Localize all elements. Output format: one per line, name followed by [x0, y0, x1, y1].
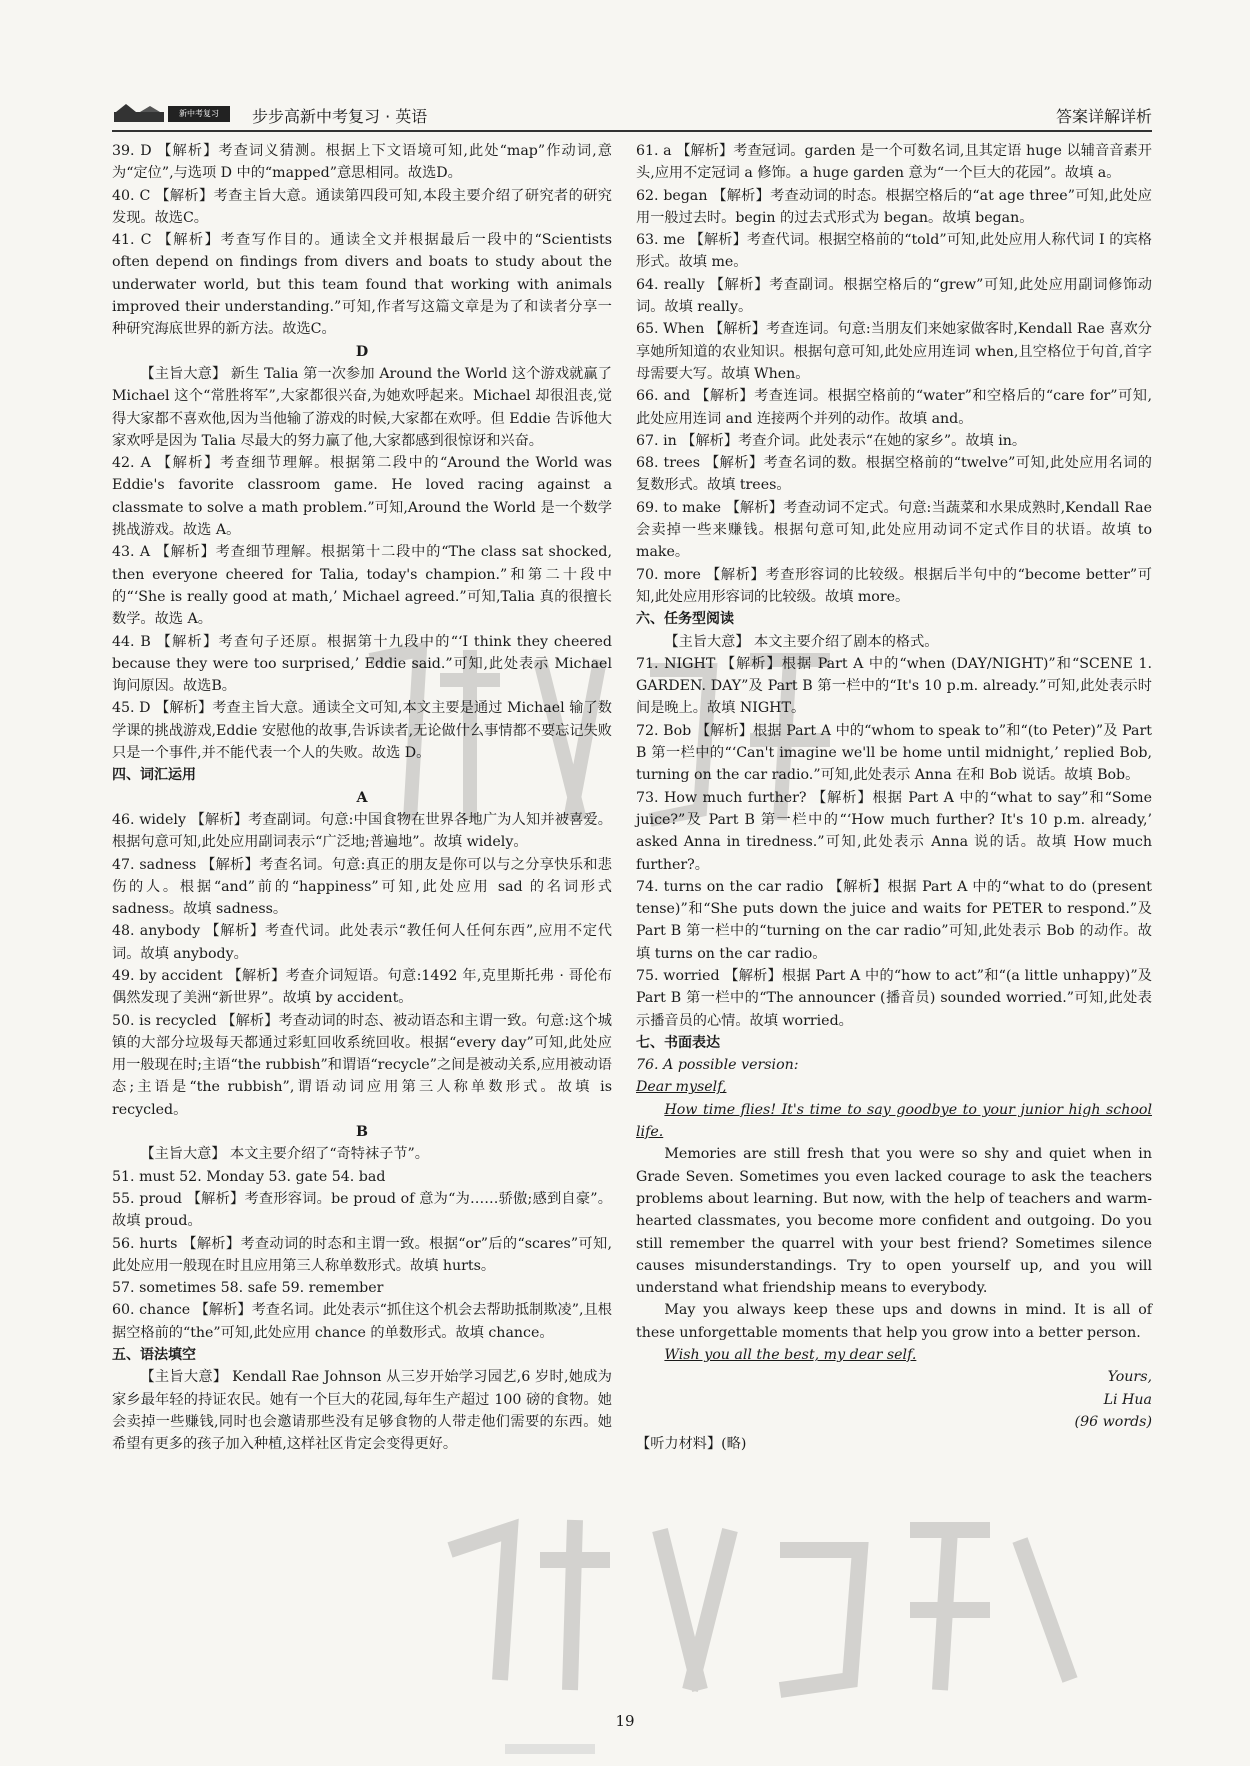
answer-50: 50. is recycled 【解析】考查动词的时态、被动语态和主谓一致。句意:这个城镇的大部分垃圾每天都通过彩虹回收系统回收。根据“every day”可知,此处应用一般现在时;主语“the rubbish”和谓语“recycle”之间是被动关系,应用被动语态;主语是“the rubbish”,谓语动词应用第三人称单数形式。故填 is recycled。	[112, 1012, 612, 1118]
left-column	[112, 140, 612, 1456]
answer-76-label: 76. A possible version:	[636, 1057, 799, 1074]
answer-61: 61. a 【解析】考查冠词。garden 是一个可数名词,且其定语 huge 以辅音音素开头,应用不定冠词 a 修饰。a huge garden 意为“一个巨大的花园”。故填 a。	[636, 143, 1152, 182]
part-six-heading: 六、任务型阅读	[636, 611, 734, 628]
answer-65: 65. When 【解析】考查连词。句意:当朋友们来她家做客时,Kendall Rae 喜欢分享她所知道的农业知识。根据句意可知,此处应用连词 when,且空格位于句首,首字母需要大写。故填 When。	[636, 321, 1152, 382]
answer-46: 46. widely 【解析】考查副词。句意:中国食物在世界各地广为人知并被喜爱。根据句意可知,此处应用副词表示“广泛地;普遍地”。故填 widely。	[112, 811, 612, 851]
answer-49: 49. by accident 【解析】考查介词短语。句意:1492 年,克里斯托弗 · 哥伦布偶然发现了美洲“新世界”。故填 by accident。	[112, 967, 612, 1007]
answer-70: 70. more 【解析】考查形容词的比较级。根据后半句中的“become better”可知,此处应用形容词的比较级。故填 more。	[636, 566, 1152, 605]
letter-opening: How time flies! It's time to say goodbye to your junior high school life.	[636, 1101, 1152, 1141]
section-d-heading: D	[355, 343, 369, 360]
main-idea-b: 【主旨大意】 本文主要介绍了“奇特袜子节”。	[140, 1146, 429, 1163]
page-number: 19	[615, 1712, 635, 1730]
listening-material-note: 【听力材料】(略)	[636, 1436, 747, 1453]
letter-body-1: Memories are still fresh that you were so shy and quiet when in Grade Seven. Sometimes you even lacked courage to ask the teachers problems about learning. But now, with the help of teachers and warm-hearted classmates, you become more confident and outgoing. Do you still remember the quarrel with your best friend? Sometimes silence causes misunderstandings. Try to open yourself up, and you will understand what friendship means to everybody.	[636, 1146, 1152, 1297]
answer-55: 55. proud 【解析】考查形容词。be proud of 意为“为……骄傲;感到自豪”。故填 proud。	[112, 1190, 612, 1230]
answer-47: 47. sadness 【解析】考查名词。句意:真正的朋友是你可以与之分享快乐和悲伤的人。根据“and”前的“happiness”可知,此处应用 sad 的名词形式 sadness。故填 sadness。	[112, 856, 612, 918]
letter-signature: Li Hua	[1103, 1391, 1152, 1408]
section-b-heading: B	[356, 1124, 368, 1141]
answer-69: 69. to make 【解析】考查动词不定式。句意:当蔬菜和水果成熟时,Kendall Rae 会卖掉一些来赚钱。根据句意可知,此处应用动词不定式作目的状语。故填 to make。	[636, 499, 1152, 561]
part-five-heading: 五、语法填空	[112, 1347, 196, 1364]
answer-66: 66. and 【解析】考查连词。根据空格前的“water”和空格后的“care for”可知,此处应用连词 and 连接两个并列的动作。故填 and。	[636, 388, 1152, 427]
letter-salutation: Dear myself,	[636, 1079, 727, 1096]
answer-60: 60. chance 【解析】考查名词。此处表示“抓住这个机会去帮助抵制欺凌”,且根据空格前的“the”可知,此处应用 chance 的单数形式。故填 chance。	[112, 1302, 612, 1341]
answer-40: 40. C 【解析】考查主旨大意。通读第四段可知,本段主要介绍了研究者的研究发现。故选C。	[112, 187, 612, 226]
page-header	[112, 100, 1152, 132]
answer-68: 68. trees 【解析】考查名词的数。根据空格前的“twelve”可知,此处应用名词的复数形式。故填 trees。	[636, 455, 1152, 494]
answer-43: 43. A 【解析】考查细节理解。根据第十二段中的“The class sat shocked, then everyone cheered for Talia, today's champion.”和第二十段中的“‘She is really good at math,’ Michael agreed.”可知,Talia 真的很擅长数学。故选 A。	[112, 544, 612, 628]
answer-41: 41. C 【解析】考查写作目的。通读全文并根据最后一段中的“Scientists often depend on findings from divers and boats to study about the underwater world, but this team found that working with animals improved their understanding.”可知,作者写这篇文章是为了和读者分享一种研究海底世界的新方法。故选C。	[112, 232, 612, 338]
letter-body-2: May you always keep these ups and downs in mind. It is all of these unforgettable moments that help you grow into a better person.	[636, 1302, 1152, 1341]
letter-sign-off: Yours,	[1107, 1369, 1152, 1386]
main-idea-d: 【主旨大意】 新生 Talia 第一次参加 Around the World 这个游戏就赢了 Michael 这个“常胜将军”,大家都很兴奋,为她欢呼起来。Michael 却很沮丧,觉得大家都不喜欢他,因为当他输了游戏的时候,大家都在欢呼。但 Eddie 告诉他大家欢呼是因为 Talia 尽最大的努力赢了他,大家都感到很惊讶和兴奋。	[112, 365, 612, 449]
section-a-heading: A	[356, 789, 368, 806]
answer-73: 73. How much further? 【解析】根据 Part A 中的“what to say”和“Some juice?”及 Part B 第一栏中的“‘How much further? It's 10 p.m. already,’ asked Anna in tiredness.”可知,此处表示 Anna 说的话。故填 How much further?。	[636, 789, 1152, 873]
word-count: (96 words)	[1074, 1413, 1152, 1430]
publisher-logo	[112, 102, 232, 126]
answer-63: 63. me 【解析】考查代词。根据空格前的“told”可知,此处应用人称代词 I 的宾格形式。故填 me。	[636, 232, 1152, 271]
answer-62: 62. began 【解析】考查动词的时态。根据空格后的“at age three”可知,此处应用一般过去时。begin 的过去式形式为 began。故填 began。	[636, 187, 1152, 226]
answer-71: 71. NIGHT 【解析】根据 Part A 中的“when (DAY/NIGHT)”和“SCENE 1. GARDEN. DAY”及 Part B 第一栏中的“It's 10 p.m. already.”可知,此处表示时间是晚上。故填 NIGHT。	[636, 655, 1152, 717]
answer-56: 56. hurts 【解析】考查动词的时态和主谓一致。根据“or”后的“scares”可知,此处应用一般现在时且应用第三人称单数形式。故填 hurts。	[112, 1235, 612, 1274]
answer-74: 74. turns on the car radio 【解析】根据 Part A 中的“what to do (present tense)”和“She puts down the juice and waits for PETER to respond.”及 Part B 第一栏中的“turning on the car radio”可知,此处表示 Bob 的动作。故填 turns on the car radio。	[636, 878, 1152, 962]
logo-icon	[112, 102, 166, 126]
main-idea-grammar: 【主旨大意】 Kendall Rae Johnson 从三岁开始学习园艺,6 岁时,她成为家乡最年轻的持证农民。她有一个巨大的花园,每年生产超过 100 磅的食物。她会卖掉一些赚钱,同时也会邀请那些没有足够食物的人带走他们需要的东西。她希望有更多的孩子加入种植,这样社区肯定会变得更好。	[112, 1369, 612, 1453]
answer-48: 48. anybody 【解析】考查代词。此处表示“教任何人任何东西”,应用不定代词。故填 anybody。	[112, 923, 612, 962]
answer-72: 72. Bob 【解析】根据 Part A 中的“whom to speak to”和“(to Peter)”及 Part B 第一栏中的“‘Can't imagine we'll be home until midnight,’ replied Bob, turning on the car radio.”可知,此处表示 Anna 在和 Bob 说话。故填 Bob。	[636, 722, 1152, 784]
answer-44: 44. B 【解析】考查句子还原。根据第十九段中的“‘I think they cheered because they were too surprised,’ Eddie said.”可知,此处表示 Michael 询问原因。故选B。	[112, 633, 612, 695]
book-title: 步步高新中考复习 · 英语	[252, 107, 428, 126]
answer-45: 45. D 【解析】考查主旨大意。通读全文可知,本文主要是通过 Michael 输了数学课的挑战游戏,Eddie 安慰他的故事,告诉读者,无论做什么事情都不要忘记失败只是一个事件,并不能代表一个人的失败。故选 D。	[112, 700, 612, 762]
answer-57-59: 57. sometimes 58. safe 59. remember	[112, 1280, 384, 1297]
answer-51-54: 51. must 52. Monday 53. gate 54. bad	[112, 1168, 386, 1185]
answer-67: 67. in 【解析】考查介词。此处表示“在她的家乡”。故填 in。	[636, 432, 1027, 449]
logo-badge: 新中考复习	[168, 106, 230, 122]
letter-closing: Wish you all the best, my dear self.	[664, 1347, 917, 1364]
main-idea-task: 【主旨大意】 本文主要介绍了剧本的格式。	[664, 633, 939, 650]
right-column	[636, 140, 1152, 1456]
answer-75: 75. worried 【解析】根据 Part A 中的“how to act”和“(a little unhappy)”及 Part B 第一栏中的“The announcer (播音员) sounded worried.”可知,此处表示播音员的心情。故填 worried。	[636, 967, 1152, 1029]
part-four-heading: 四、词汇运用	[112, 767, 196, 784]
answer-64: 64. really 【解析】考查副词。根据空格后的“grew”可知,此处应用副词修饰动词。故填 really。	[636, 276, 1152, 316]
section-label: 答案详解详析	[1055, 107, 1152, 126]
bottom-scan-mark	[505, 1744, 595, 1754]
answer-42: 42. A 【解析】考查细节理解。根据第二段中的“Around the World was Eddie's favorite classroom game. He loved racing against a classmate to solve a math problem.”可知,Around the World 是一个数学挑战游戏。故选 A。	[112, 455, 612, 539]
part-seven-heading: 七、书面表达	[636, 1034, 720, 1051]
answer-39: 39. D 【解析】考查词义猜测。根据上下文语境可知,此处“map”作动词,意为“定位”,与选项 D 中的“mapped”意思相同。故选D。	[112, 143, 612, 182]
watermark-stamp-lower	[430, 1490, 1090, 1700]
